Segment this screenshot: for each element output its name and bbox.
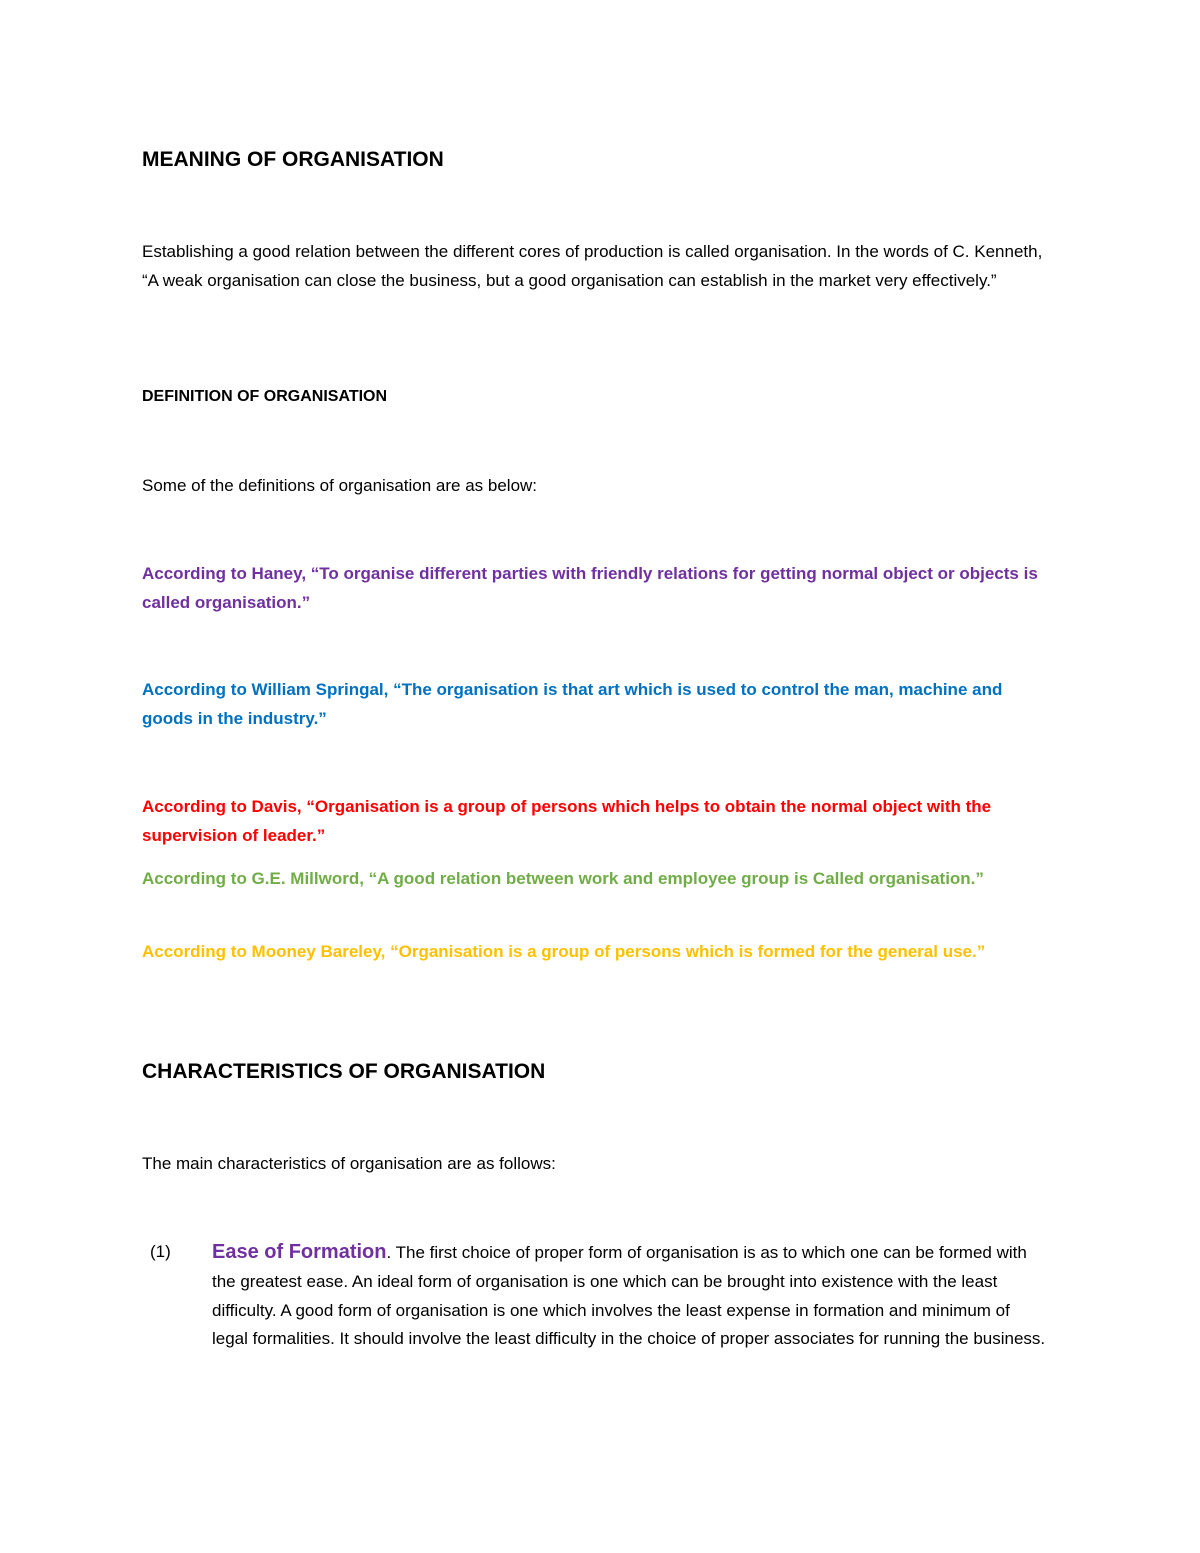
list-item-number: (1) — [150, 1242, 171, 1261]
list-item-text: . The first choice of proper form of organisation is as to which one can be formed with the greatest ease. An ideal form of organisation is one which can be brought into existence with the least difficulty. A good form of organisation is one which involves the least expense in formation and minimum of legal formalities. It should involve the least difficulty in the choice of proper associates for running the business. — [212, 1243, 1046, 1349]
heading-meaning: MEANING OF ORGANISATION — [142, 148, 444, 171]
list-item-title: Ease of Formation — [212, 1241, 387, 1263]
list-item-body — [212, 1238, 1050, 1354]
definition-haney: According to Haney, “To organise different parties with friendly relations for getting normal object or objects is called organisation.” — [142, 564, 1038, 612]
definition-millword: According to G.E. Millword, “A good relation between work and employee group is Called organisation.” — [142, 869, 984, 888]
meaning-paragraph: Establishing a good relation between the different cores of production is called organisation. In the words of C. Kenneth, “A weak organisation can close the business, but a good organisation can establish in the market very effectively.” — [142, 242, 1043, 290]
definition-davis: According to Davis, “Organisation is a group of persons which helps to obtain the normal object with the supervision of leader.” — [142, 797, 992, 845]
definition-mooney-bareley: According to Mooney Bareley, “Organisation is a group of persons which is formed for the general use.” — [142, 942, 986, 961]
definition-springal: According to William Springal, “The organisation is that art which is used to control the man, machine and goods in the industry.” — [142, 680, 1003, 728]
definition-intro: Some of the definitions of organisation are as below: — [142, 476, 538, 495]
list-item — [150, 1238, 1050, 1354]
heading-characteristics: CHARACTERISTICS OF ORGANISATION — [142, 1060, 546, 1083]
characteristics-intro: The main characteristics of organisation are as follows: — [142, 1154, 556, 1173]
heading-definition: DEFINITION OF ORGANISATION — [142, 388, 388, 405]
